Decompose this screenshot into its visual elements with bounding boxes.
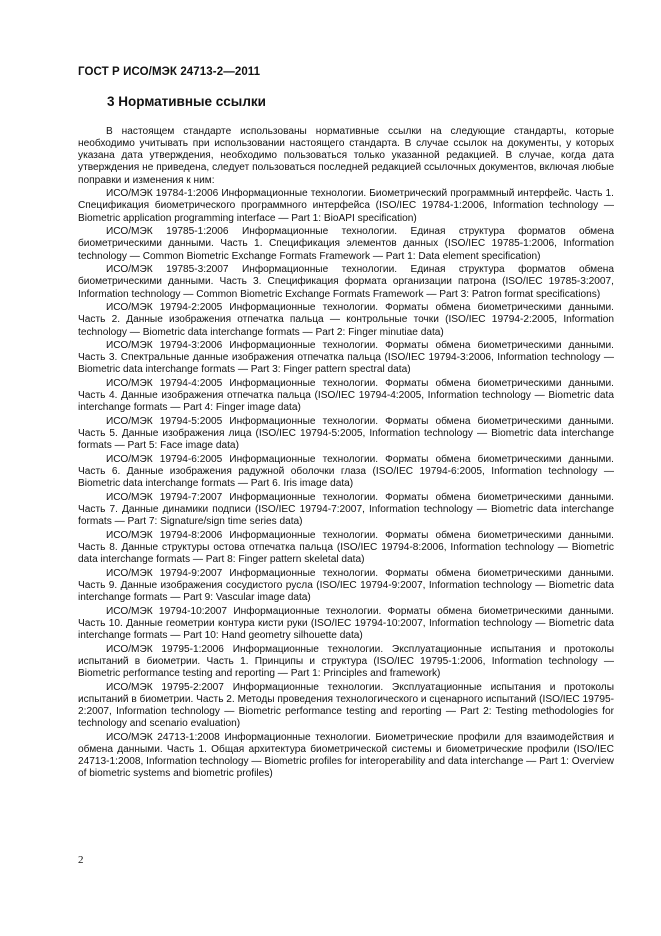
reference-item: ИСО/МЭК 19785-3:2007 Информационные технологии. Единая структура форматов обмена биометрическими данными. Часть 3. Спецификация формата организации патрона (ISO/IEC 19785-3:2007, Information technology — Common Biometric Exchange Formats Framework — Part 3: Patron format specifications) [78,264,614,300]
reference-item: ИСО/МЭК 19794-8:2006 Информационные технологии. Форматы обмена биометрическими данными. Часть 8. Данные структуры остова отпечатка пальца (ISO/IEC 19794-8:2006, Information technology — Biometric data interchange formats — Part 8: Finger pattern skeletal data) [78,530,614,566]
reference-item: ИСО/МЭК 19794-3:2006 Информационные технологии. Форматы обмена биометрическими данными. Часть 3. Спектральные данные изображения отпечатка пальца (ISO/IEC 19794-3:2006, Information technology — Biometric data interchange formats — Part 3: Finger pattern spectral data) [78,340,614,376]
document-header: ГОСТ Р ИСО/МЭК 24713-2—2011 [78,66,261,78]
reference-item: ИСО/МЭК 19794-4:2005 Информационные технологии. Форматы обмена биометрическими данными. Часть 4. Данные изображения отпечатка пальца (ISO/IEC 19794-4:2005, Information technology — Biometric data interchange formats — Part 4: Finger image data) [78,378,614,414]
reference-item: ИСО/МЭК 19794-5:2005 Информационные технологии. Форматы обмена биометрическими данными. Часть 5. Данные изображения лица (ISO/IEC 19794-5:2005, Information technology — Biometric data interchange formats — Part 5: Face image data) [78,416,614,452]
document-body [78,126,614,782]
reference-item: ИСО/МЭК 19795-2:2007 Информационные технологии. Эксплуатационные испытания и протоколы испытаний в биометрии. Часть 2. Методы проведения технологического и сценарного испытаний (ISO/IEC 19795-2:2007, Information technology — Biometric performance testing and reporting — Part 2: Testing methodologies for technology and scenario evaluation) [78,681,614,730]
page-number: 2 [78,854,84,866]
reference-item: ИСО/МЭК 19785-1:2006 Информационные технологии. Единая структура форматов обмена биометрическими данными. Часть 1. Спецификация элементов данных (ISO/IEC 19785-1:2006, Information technology — Common Biometric Exchange Formats Framework — Part 1: Data element specification) [78,226,614,262]
reference-item: ИСО/МЭК 19795-1:2006 Информационные технологии. Эксплуатационные испытания и протоколы испытаний в биометрии. Часть 1. Принципы и структура (ISO/IEC 19795-1:2006, Information technology — Biometric performance testing and reporting — Part 1: Principles and framework) [78,643,614,680]
reference-item: ИСО/МЭК 24713-1:2008 Информационные технологии. Биометрические профили для взаимодействия и обмена данными. Часть 1. Общая архитектура биометрической системы и биометрические профили (ISO/IEC 24713-1:2008, Information technology — Biometric profiles for interoperability and data interchange — Part 1: Overview of biometric systems and biometric profiles) [78,732,614,780]
reference-item: ИСО/МЭК 19794-6:2005 Информационные технологии. Форматы обмена биометрическими данными. Часть 6. Данные изображения радужной оболочки глаза (ISO/IEC 19794-6:2005, Information technology — Biometric data interchange formats — Part 6. Iris image data) [78,454,614,490]
reference-item: ИСО/МЭК 19794-2:2005 Информационные технологии. Форматы обмена биометрическими данными. Часть 2. Данные изображения отпечатка пальца — контрольные точки (ISO/IEC 19794-2:2005, Information technology — Biometric data interchange formats — Part 2: Finger minutiae data) [78,302,614,338]
reference-item: ИСО/МЭК 19794-10:2007 Информационные технологии. Форматы обмена биометрическими данными. Часть 10. Данные геометрии контура кисти руки (ISO/IEC 19794-10:2007, Information technology — Biometric data interchange formats — Part 10: Hand geometry silhouette data) [78,605,614,642]
section-title: 3 Нормативные ссылки [107,94,266,109]
reference-item: ИСО/МЭК 19784-1:2006 Информационные технологии. Биометрический программный интерфейс. Часть 1. Спецификация биометрического программного интерфейса (ISO/IEC 19784-1:2006, Information technology — Biometric application programming interface — Part 1: BioAPI specification) [78,188,614,224]
reference-item: ИСО/МЭК 19794-9:2007 Информационные технологии. Форматы обмена биометрическими данными. Часть 9. Данные изображения сосудистого русла (ISO/IEC 19794-9:2007, Information technology — Biometric data interchange formats — Part 9: Vascular image data) [78,567,614,604]
reference-item: ИСО/МЭК 19794-7:2007 Информационные технологии. Форматы обмена биометрическими данными. Часть 7. Данные динамики подписи (ISO/IEC 19794-7:2007, Information technology — Biometric data interchange formats — Part 7: Signature/sign time series data) [78,492,614,528]
intro-paragraph: В настоящем стандарте использованы нормативные ссылки на следующие стандарты, которые необходимо учитывать при использовании настоящего стандарта. В случае ссылок на документы, у которых указана дата утверждения, необходимо пользоваться только указанной редакцией. В случае, когда дата утверждения не приведена, следует пользоваться последней редакцией ссылочных документов, включая любые поправки и изменения к ним: [78,126,614,186]
